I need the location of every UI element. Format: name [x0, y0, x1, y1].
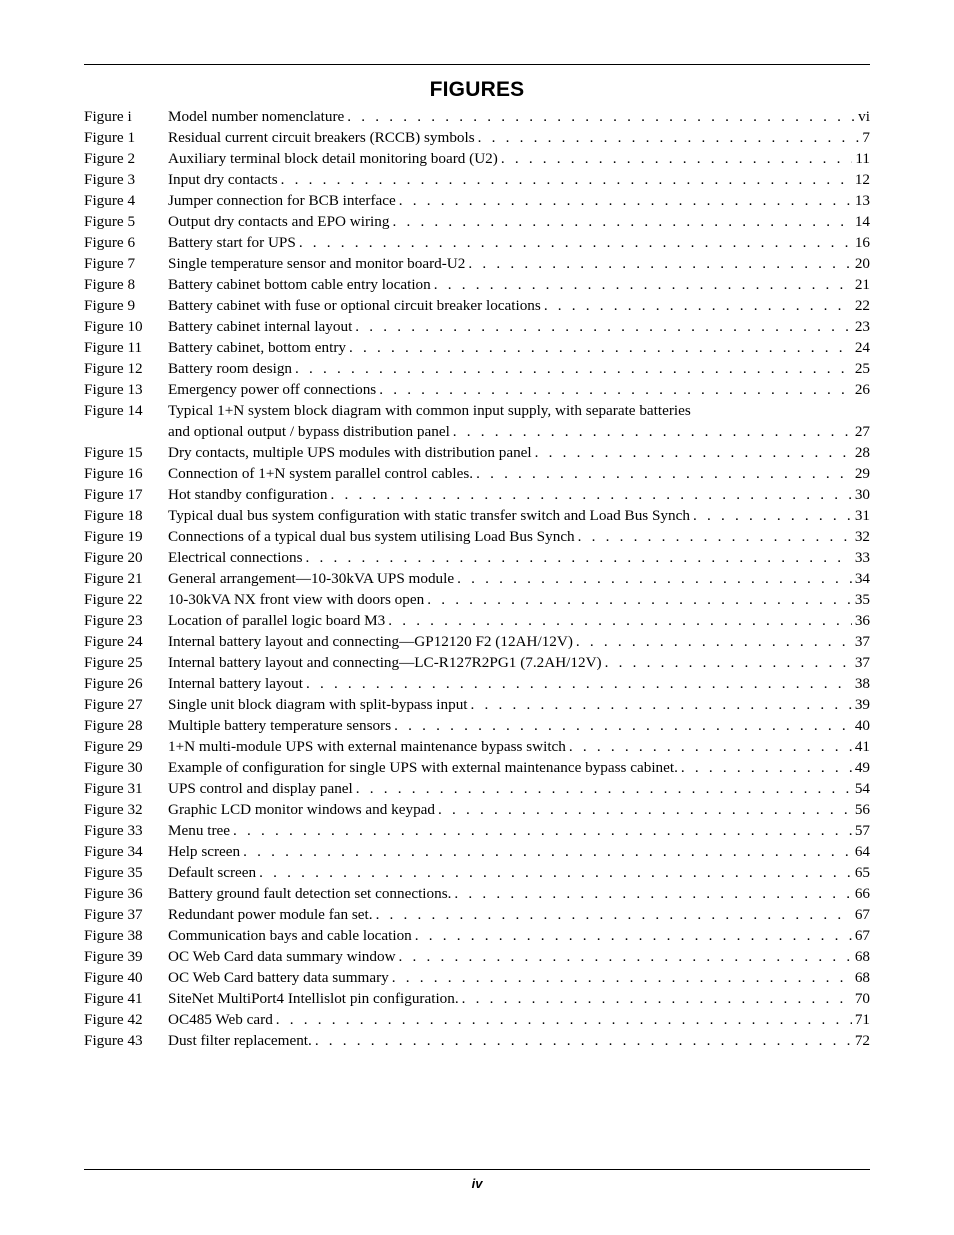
- figure-number: Figure 19: [84, 528, 143, 545]
- page-ref: 56: [854, 801, 870, 818]
- figure-title: Battery cabinet with fuse or optional circuit breaker locations: [168, 297, 541, 314]
- figure-number: Figure 40: [84, 969, 143, 986]
- figure-entry[interactable]: [84, 778, 870, 799]
- dot-leader: [259, 862, 852, 883]
- figure-number: Figure 20: [84, 549, 143, 566]
- figure-title: Example of configuration for single UPS with external maintenance bypass cabinet.: [168, 759, 678, 776]
- dot-leader: [392, 967, 852, 988]
- figure-entry[interactable]: [84, 946, 870, 967]
- figure-entry[interactable]: [84, 820, 870, 841]
- figure-title: Typical 1+N system block diagram with common input supply, with separate batteries: [168, 402, 691, 419]
- page-ref: 29: [854, 465, 870, 482]
- dot-leader: [693, 505, 852, 526]
- figure-title: Single temperature sensor and monitor board-U2: [168, 255, 466, 272]
- figure-entry[interactable]: [84, 862, 870, 883]
- figure-title: General arrangement—10-30kVA UPS module: [168, 570, 455, 587]
- figure-number: Figure 23: [84, 612, 143, 629]
- figure-number: Figure 2: [84, 150, 136, 167]
- figure-title: Redundant power module fan set.: [168, 906, 373, 923]
- figure-title: Battery cabinet internal layout: [168, 318, 353, 335]
- page-ref: vi: [858, 108, 870, 125]
- figure-entry[interactable]: [84, 988, 870, 1009]
- figure-entry[interactable]: [84, 799, 870, 820]
- figure-number: Figure 4: [84, 192, 136, 209]
- figure-number: Figure 25: [84, 654, 143, 671]
- dot-leader: [306, 547, 852, 568]
- dot-leader: [434, 274, 852, 295]
- figure-title: OC Web Card battery data summary: [168, 969, 389, 986]
- dot-leader: [349, 337, 852, 358]
- figure-entry[interactable]: [84, 610, 870, 631]
- figure-number: Figure 37: [84, 906, 143, 923]
- page-ref: 20: [854, 255, 870, 272]
- page-ref: 36: [854, 612, 870, 629]
- figure-number: Figure 15: [84, 444, 143, 461]
- figure-title: Jumper connection for BCB interface: [168, 192, 396, 209]
- dot-leader: [478, 127, 860, 148]
- dot-leader: [233, 820, 852, 841]
- figure-entry[interactable]: [84, 1030, 870, 1051]
- figure-title: Dust filter replacement.: [168, 1032, 312, 1049]
- figure-title: Connections of a typical dual bus system utilising Load Bus Synch: [168, 528, 575, 545]
- figure-number: Figure 35: [84, 864, 143, 881]
- dot-leader: [299, 232, 852, 253]
- page-ref: 28: [854, 444, 870, 461]
- dot-leader: [468, 253, 851, 274]
- dot-leader: [605, 652, 852, 673]
- figure-title: Residual current circuit breakers (RCCB) symbols: [168, 129, 475, 146]
- figure-entry[interactable]: [84, 148, 870, 169]
- figure-title: Model number nomenclature: [168, 108, 345, 125]
- figure-entry[interactable]: [84, 274, 870, 295]
- page-ref: 27: [854, 423, 870, 440]
- figure-title: Typical dual bus system configuration with static transfer switch and Load Bus Synch: [168, 507, 690, 524]
- dot-leader: [347, 106, 855, 127]
- page-ref: 22: [854, 297, 870, 314]
- dot-leader: [427, 589, 852, 610]
- figure-title: SiteNet MultiPort4 Intellislot pin configuration.: [168, 990, 459, 1007]
- figure-number: Figure 34: [84, 843, 143, 860]
- dot-leader: [462, 988, 852, 1009]
- figure-entry[interactable]: [84, 547, 870, 568]
- dot-leader: [315, 1030, 852, 1051]
- figure-number: Figure 36: [84, 885, 143, 902]
- page-ref: 49: [854, 759, 870, 776]
- figure-number: Figure 11: [84, 339, 143, 356]
- figure-entry[interactable]: [84, 883, 870, 904]
- figure-title: Emergency power off connections: [168, 381, 377, 398]
- page-ref: 71: [854, 1011, 870, 1028]
- dot-leader: [438, 799, 852, 820]
- figure-entry[interactable]: [84, 169, 870, 190]
- dot-leader: [388, 610, 852, 631]
- dot-leader: [454, 883, 851, 904]
- figure-entry[interactable]: [84, 232, 870, 253]
- page-ref: 13: [854, 192, 870, 209]
- dot-leader: [306, 673, 852, 694]
- figure-number: Figure 30: [84, 759, 143, 776]
- page-ref: 54: [854, 780, 870, 797]
- figure-number: Figure 10: [84, 318, 143, 335]
- figure-number: Figure 14: [84, 402, 143, 419]
- page-ref: 21: [854, 276, 870, 293]
- page-ref: 68: [854, 969, 870, 986]
- figure-title: Battery cabinet bottom cable entry location: [168, 276, 431, 293]
- figure-title: Battery room design: [168, 360, 293, 377]
- footer-rule: [84, 1169, 870, 1170]
- figure-number: Figure 31: [84, 780, 143, 797]
- figure-entry[interactable]: [84, 484, 870, 505]
- figure-entry[interactable]: [84, 379, 870, 400]
- figure-number: Figure 32: [84, 801, 143, 818]
- page-ref: 37: [854, 654, 870, 671]
- dot-leader: [453, 421, 852, 442]
- figure-entry[interactable]: [84, 925, 870, 946]
- dot-leader: [376, 904, 852, 925]
- page-ref: 70: [854, 990, 870, 1007]
- figure-title: Single unit block diagram with split-bypass input: [168, 696, 468, 713]
- figure-entry[interactable]: [84, 400, 870, 442]
- dot-leader: [243, 841, 852, 862]
- dot-leader: [578, 526, 852, 547]
- figure-number: Figure 7: [84, 255, 136, 272]
- page-ref: 67: [854, 927, 870, 944]
- figure-title: Dry contacts, multiple UPS modules with distribution panel: [168, 444, 532, 461]
- dot-leader: [330, 484, 851, 505]
- figure-entry[interactable]: [84, 442, 870, 463]
- page-ref: 68: [854, 948, 870, 965]
- dot-leader: [471, 694, 852, 715]
- figures-list: [84, 106, 870, 1051]
- page-ref: 12: [854, 171, 870, 188]
- figure-title: Default screen: [168, 864, 257, 881]
- figure-title: Internal battery layout and connecting—LC-R127R2PG1 (7.2AH/12V): [168, 654, 602, 671]
- figure-entry[interactable]: [84, 631, 870, 652]
- page-ref: 64: [854, 843, 870, 860]
- dot-leader: [415, 925, 852, 946]
- figure-entry[interactable]: [84, 316, 870, 337]
- figure-entry[interactable]: [84, 841, 870, 862]
- figure-title: Location of parallel logic board M3: [168, 612, 386, 629]
- page-ref: 32: [854, 528, 870, 545]
- page-ref: 7: [862, 129, 870, 146]
- figure-number: Figure 12: [84, 360, 143, 377]
- figure-number: Figure 24: [84, 633, 143, 650]
- figure-number: Figure 27: [84, 696, 143, 713]
- figure-number: Figure 28: [84, 717, 143, 734]
- figure-entry[interactable]: [84, 589, 870, 610]
- figure-number: Figure 16: [84, 465, 143, 482]
- figure-entry[interactable]: [84, 253, 870, 274]
- dot-leader: [392, 211, 851, 232]
- figure-number: Figure 39: [84, 948, 143, 965]
- figure-title: 1+N multi-module UPS with external maintenance bypass switch: [168, 738, 566, 755]
- figure-title: OC485 Web card: [168, 1011, 273, 1028]
- page-ref: 16: [854, 234, 870, 251]
- figure-entry[interactable]: [84, 358, 870, 379]
- figure-number: Figure 13: [84, 381, 143, 398]
- figure-entry[interactable]: [84, 757, 870, 778]
- figure-title-continued: and optional output / bypass distribution panel: [168, 423, 450, 440]
- page-ref: 39: [854, 696, 870, 713]
- dot-leader: [399, 190, 852, 211]
- figure-title: Graphic LCD monitor windows and keypad: [168, 801, 435, 818]
- page-ref: 41: [854, 738, 870, 755]
- figure-number: Figure 26: [84, 675, 143, 692]
- figure-title: Hot standby configuration: [168, 486, 328, 503]
- figure-number: Figure 6: [84, 234, 136, 251]
- figure-title: Output dry contacts and EPO wiring: [168, 213, 390, 230]
- page-ref: 14: [854, 213, 870, 230]
- figure-entry[interactable]: [84, 694, 870, 715]
- figure-title: Auxiliary terminal block detail monitoring board (U2): [168, 150, 498, 167]
- figure-title: Internal battery layout and connecting—GP12120 F2 (12AH/12V): [168, 633, 573, 650]
- figure-number: Figure 8: [84, 276, 136, 293]
- figure-entry[interactable]: [84, 904, 870, 925]
- figure-number: Figure 38: [84, 927, 143, 944]
- figure-title: Battery cabinet, bottom entry: [168, 339, 346, 356]
- figure-number: Figure 43: [84, 1032, 143, 1049]
- dot-leader: [295, 358, 852, 379]
- dot-leader: [476, 463, 852, 484]
- page-ref: 67: [854, 906, 870, 923]
- figure-title: Battery ground fault detection set connections.: [168, 885, 452, 902]
- figure-number: Figure 1: [84, 129, 136, 146]
- figure-number: Figure 42: [84, 1011, 143, 1028]
- figure-entry[interactable]: [84, 211, 870, 232]
- dot-leader: [535, 442, 852, 463]
- page-ref: 24: [854, 339, 870, 356]
- figure-title: Electrical connections: [168, 549, 303, 566]
- figure-entry[interactable]: [84, 526, 870, 547]
- dot-leader: [569, 736, 852, 757]
- page-number: iv: [471, 1176, 483, 1191]
- dot-leader: [276, 1009, 852, 1030]
- figure-entry[interactable]: [84, 127, 870, 148]
- dot-leader: [379, 379, 852, 400]
- dot-leader: [681, 757, 852, 778]
- header-rule: [84, 64, 870, 65]
- page-ref: 23: [854, 318, 870, 335]
- figure-number: Figure 41: [84, 990, 143, 1007]
- dot-leader: [576, 631, 852, 652]
- page-ref: 65: [854, 864, 870, 881]
- page-ref: 26: [854, 381, 870, 398]
- page-ref: 72: [854, 1032, 870, 1049]
- figure-entry[interactable]: [84, 715, 870, 736]
- figure-entry[interactable]: [84, 337, 870, 358]
- figure-entry[interactable]: [84, 568, 870, 589]
- page-title: FIGURES: [429, 78, 525, 101]
- figure-number: Figure 33: [84, 822, 143, 839]
- figure-entry[interactable]: [84, 295, 870, 316]
- page-ref: 11: [855, 150, 870, 167]
- page-ref: 35: [854, 591, 870, 608]
- figure-number: Figure 18: [84, 507, 143, 524]
- figure-title: 10-30kVA NX front view with doors open: [168, 591, 425, 608]
- figure-number: Figure 21: [84, 570, 143, 587]
- figure-number: Figure 22: [84, 591, 143, 608]
- figure-entry[interactable]: [84, 652, 870, 673]
- dot-leader: [501, 148, 853, 169]
- figure-title: Help screen: [168, 843, 241, 860]
- page-ref: 25: [854, 360, 870, 377]
- dot-leader: [394, 715, 852, 736]
- page-ref: 34: [854, 570, 870, 587]
- page-ref: 33: [854, 549, 870, 566]
- figure-entry[interactable]: [84, 673, 870, 694]
- figure-entry[interactable]: [84, 1009, 870, 1030]
- figure-number: Figure 5: [84, 213, 136, 230]
- dot-leader: [457, 568, 852, 589]
- figure-title: Multiple battery temperature sensors: [168, 717, 392, 734]
- figure-title: Menu tree: [168, 822, 230, 839]
- page-ref: 30: [854, 486, 870, 503]
- dot-leader: [544, 295, 852, 316]
- page-ref: 37: [854, 633, 870, 650]
- dot-leader: [281, 169, 852, 190]
- page-ref: 57: [854, 822, 870, 839]
- dot-leader: [355, 316, 852, 337]
- figure-number: Figure 17: [84, 486, 143, 503]
- figure-number: Figure 29: [84, 738, 143, 755]
- dot-leader: [399, 946, 852, 967]
- figure-entry[interactable]: [84, 967, 870, 988]
- figure-title: UPS control and display panel: [168, 780, 353, 797]
- figure-title: Communication bays and cable location: [168, 927, 412, 944]
- figure-title: Connection of 1+N system parallel control cables.: [168, 465, 474, 482]
- figure-entry[interactable]: [84, 463, 870, 484]
- figure-number: Figure 9: [84, 297, 136, 314]
- page-ref: 66: [854, 885, 870, 902]
- figure-entry[interactable]: [84, 736, 870, 757]
- figure-number: Figure i: [84, 108, 132, 125]
- page-ref: 40: [854, 717, 870, 734]
- figure-entry[interactable]: [84, 505, 870, 526]
- figure-title: Internal battery layout: [168, 675, 303, 692]
- figure-title: Input dry contacts: [168, 171, 278, 188]
- figure-number: Figure 3: [84, 171, 136, 188]
- figure-title: OC Web Card data summary window: [168, 948, 396, 965]
- figure-entry[interactable]: [84, 106, 870, 127]
- figure-title: Battery start for UPS: [168, 234, 296, 251]
- page-ref: 31: [854, 507, 870, 524]
- dot-leader: [356, 778, 852, 799]
- figure-entry[interactable]: [84, 190, 870, 211]
- page-ref: 38: [854, 675, 870, 692]
